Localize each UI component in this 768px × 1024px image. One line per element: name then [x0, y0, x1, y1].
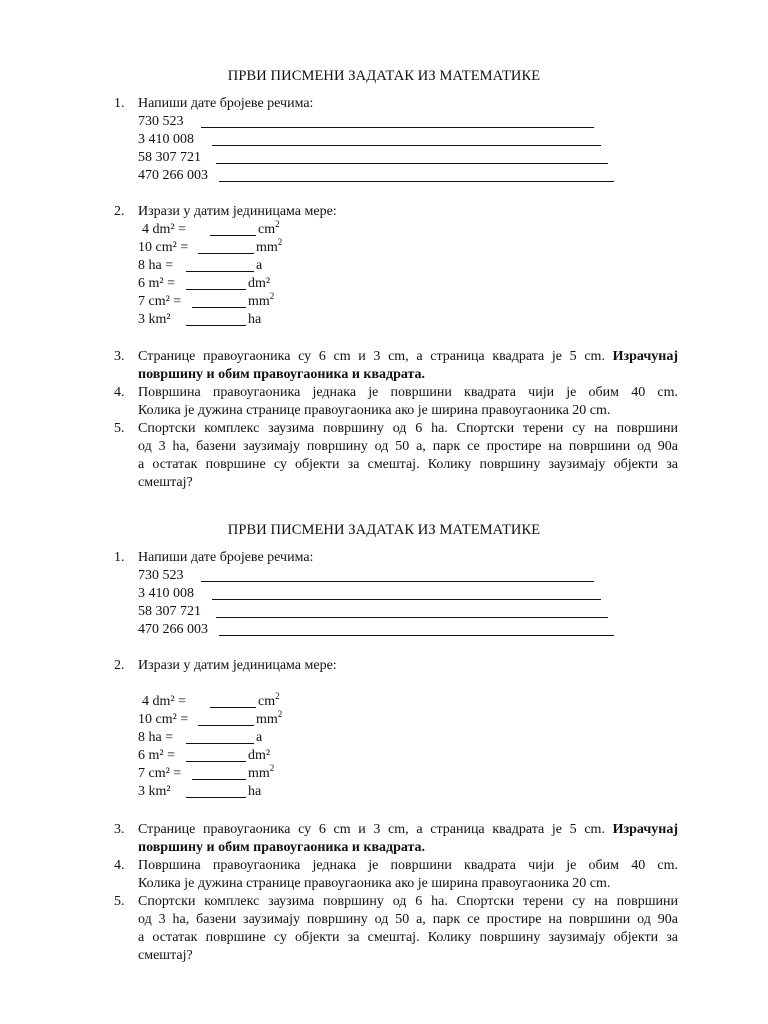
task-prompt: Изрази у датим јединицама мере:: [138, 204, 337, 219]
conversion-left: 7 cm² =: [138, 294, 182, 309]
conversion-blank[interactable]: [210, 235, 256, 236]
conversion-left: 3 km²: [138, 312, 171, 327]
unit-exponent: 2: [277, 237, 283, 247]
unit-text: a: [256, 258, 263, 273]
unit-text: mm: [256, 240, 278, 255]
number-row: [138, 567, 184, 585]
conversion-unit: [256, 729, 262, 747]
conversion-blank[interactable]: [186, 761, 246, 762]
task-prompt: Напиши дате бројеве речима:: [138, 96, 314, 111]
conversion-left: 4 dm² =: [142, 222, 186, 237]
unit-text: a: [256, 730, 263, 745]
conversion-left: 8 ha =: [138, 258, 174, 273]
number-value: 3 410 008: [138, 132, 194, 147]
unit-text: mm: [248, 294, 270, 309]
conversion-blank[interactable]: [186, 289, 246, 290]
task-number: 2.: [114, 658, 125, 673]
unit-exponent: 2: [269, 291, 275, 301]
task-number: 5.: [114, 421, 125, 436]
conversion-unit: [248, 783, 261, 801]
task-text-bold: Израчунај: [612, 822, 678, 837]
sheet-title: ПРВИ ПИСМЕНИ ЗАДАТАК ИЗ МАТЕМАТИКЕ: [227, 68, 541, 84]
unit-exponent: 2: [275, 691, 280, 701]
conversion-blank[interactable]: [192, 779, 246, 780]
conversion-left: 10 cm² =: [138, 240, 189, 255]
task-number: 1.: [114, 96, 125, 111]
conversion-unit: [248, 311, 261, 329]
conversion-blank[interactable]: [210, 707, 256, 708]
conversion-left: 7 cm² =: [138, 766, 182, 781]
number-row: [138, 585, 194, 603]
answer-blank[interactable]: [212, 599, 601, 600]
task-text: Површина правоугаоника једнака је површини квадрата чији је обим 40 cm.: [138, 858, 678, 873]
conversion-left: 3 km²: [138, 784, 171, 799]
number-row: [138, 113, 184, 131]
conversion-unit: [256, 239, 282, 257]
number-row: [138, 603, 201, 621]
task-number: 2.: [114, 204, 125, 219]
task-text-bold: површину и обим правоугаоника и квадрата.: [138, 367, 426, 382]
task-text: Колика је дужина странице правоугаоника ако је ширина правоугаоника 20 cm.: [138, 876, 611, 891]
task-text: смештај?: [138, 475, 193, 490]
task-text: а остатак површине су објекти за смештај. Колику површину заузимају објекти за: [138, 930, 678, 945]
number-row: [138, 167, 208, 185]
conversion-unit: [248, 765, 274, 783]
conversion-blank[interactable]: [186, 325, 246, 326]
conversion-blank[interactable]: [186, 797, 246, 798]
unit-text: cm: [258, 222, 276, 237]
conversion-unit: [248, 293, 274, 311]
task-text-bold: Израчунај: [612, 349, 678, 364]
task-number: 4.: [114, 858, 125, 873]
unit-exponent: 2: [275, 219, 280, 229]
conversion-unit: [248, 747, 270, 765]
conversion-unit: [256, 257, 262, 275]
task-text-bold: површину и обим правоугаоника и квадрата.: [138, 840, 426, 855]
unit-text: mm: [248, 766, 270, 781]
answer-blank[interactable]: [216, 163, 608, 164]
task-text: Колика је дужина странице правоугаоника ако је ширина правоугаоника 20 cm.: [138, 403, 611, 418]
number-value: 3 410 008: [138, 586, 194, 601]
task-prompt: Изрази у датим јединицама мере:: [138, 658, 337, 673]
conversion-blank[interactable]: [198, 253, 254, 254]
task-text-normal: Странице правоугаоника су 6 cm и 3 cm, а страница квадрата је 5 cm.: [138, 349, 605, 364]
conversion-left: 6 m² =: [138, 276, 175, 291]
task-text: Спортски комплекс заузима површину од 6 ha. Спортски терени су на површини: [138, 421, 678, 436]
unit-text: cm: [258, 694, 276, 709]
answer-blank[interactable]: [219, 181, 614, 182]
conversion-unit: [256, 711, 282, 729]
conversion-blank[interactable]: [186, 743, 254, 744]
task-text: [138, 821, 678, 839]
task-text: Површина правоугаоника једнака је површини квадрата чији је обим 40 cm.: [138, 385, 678, 400]
conversion-left: 10 cm² =: [138, 712, 189, 727]
sheet-title: ПРВИ ПИСМЕНИ ЗАДАТАК ИЗ МАТЕМАТИКЕ: [227, 522, 541, 538]
answer-blank[interactable]: [201, 127, 594, 128]
task-prompt: Напиши дате бројеве речима:: [138, 550, 314, 565]
task-text: а остатак површине су објекти за смештај. Колику површину заузимају објекти за: [138, 457, 678, 472]
unit-exponent: 2: [277, 709, 283, 719]
task-text: Спортски комплекс заузима површину од 6 ha. Спортски терени су на површини: [138, 894, 678, 909]
conversion-unit: [258, 221, 280, 239]
unit-text: ha: [248, 784, 262, 799]
answer-blank[interactable]: [212, 145, 601, 146]
task-text: од 3 ha, базени заузимају површину од 50 a, парк се простире на површини од 90a: [138, 912, 678, 927]
number-row: [138, 149, 201, 167]
number-value: 58 307 721: [138, 604, 201, 619]
unit-exponent: 2: [269, 763, 275, 773]
answer-blank[interactable]: [216, 617, 608, 618]
task-text-normal: Странице правоугаоника су 6 cm и 3 cm, а страница квадрата је 5 cm.: [138, 822, 605, 837]
number-value: 470 266 003: [138, 622, 208, 637]
number-value: 58 307 721: [138, 150, 201, 165]
unit-text: dm²: [248, 276, 271, 291]
task-text: смештај?: [138, 948, 193, 963]
unit-text: mm: [256, 712, 278, 727]
answer-blank[interactable]: [219, 635, 614, 636]
task-number: 3.: [114, 349, 125, 364]
number-row: [138, 621, 208, 639]
conversion-blank[interactable]: [186, 271, 254, 272]
unit-text: ha: [248, 312, 262, 327]
conversion-left: 4 dm² =: [142, 694, 186, 709]
conversion-left: 8 ha =: [138, 730, 174, 745]
task-number: 1.: [114, 550, 125, 565]
unit-text: dm²: [248, 748, 271, 763]
task-text: од 3 ha, базени заузимају површину од 50 a, парк се простире на површини од 90a: [138, 439, 678, 454]
conversion-unit: [258, 693, 280, 711]
conversion-blank[interactable]: [192, 307, 246, 308]
number-row: [138, 131, 194, 149]
conversion-left: 6 m² =: [138, 748, 175, 763]
task-number: 3.: [114, 822, 125, 837]
answer-blank[interactable]: [201, 581, 594, 582]
task-number: 4.: [114, 385, 125, 400]
number-value: 730 523: [138, 114, 184, 129]
conversion-unit: [248, 275, 270, 293]
number-value: 730 523: [138, 568, 184, 583]
number-value: 470 266 003: [138, 168, 208, 183]
task-text: [138, 348, 678, 366]
task-number: 5.: [114, 894, 125, 909]
conversion-blank[interactable]: [198, 725, 254, 726]
